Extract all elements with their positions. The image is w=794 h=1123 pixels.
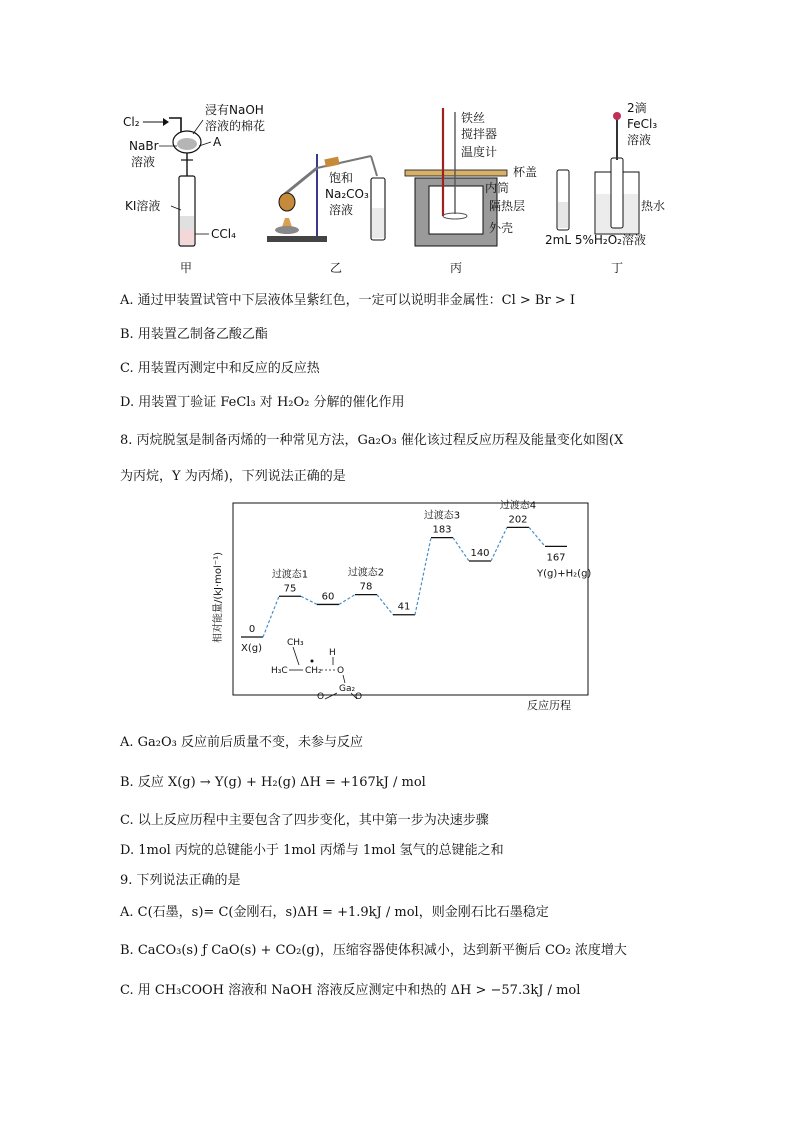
energy-value-label: 167 [546, 552, 566, 564]
structure-label-4: H [329, 648, 336, 658]
label-ding-2: FeCl₃ [627, 117, 658, 131]
state-label: 过渡态1 [271, 569, 309, 581]
label-bing-3: 温度计 [461, 145, 498, 159]
label-nabr-2: 溶液 [131, 155, 156, 169]
adsorbed-structure-drawing [271, 638, 362, 702]
label-bing-2: 搅拌器 [461, 127, 498, 141]
label-ding-5: 2mL 5%H₂O₂溶液 [545, 233, 646, 247]
caption-jia: 甲 [180, 261, 193, 275]
energy-value-label: 0 [248, 624, 256, 635]
apparatus-ding [545, 101, 665, 275]
energy-value-label: 78 [359, 581, 373, 593]
label-sat-1: 饱和 [329, 171, 354, 185]
q8-option-d: D. 1mol 丙烷的总键能小于 1mol 丙烯与 1mol 氢气的总键能之和 [120, 843, 504, 858]
energy-value-label: 41 [397, 601, 411, 613]
state-label: 过渡态3 [423, 510, 461, 522]
chart-xlabel: 反应历程 [527, 699, 571, 712]
energy-connector [377, 595, 393, 615]
q7-option-c: C. 用装置丙测定中和反应的反应热 [120, 361, 320, 376]
q8-option-c: C. 以上反应历程中主要包含了四步变化，其中第一步为决速步骤 [120, 813, 489, 828]
state-label: Y(g)+H₂(g) [537, 568, 592, 580]
q8-stem-line2: 为丙烷，Y 为丙烯)，下列说法正确的是 [120, 469, 346, 484]
energy-profile-chart [205, 495, 600, 715]
q7-option-a: A. 通过甲装置试管中下层液体呈紫红色，一定可以说明非金属性：Cl > Br > I [120, 293, 575, 308]
label-cl2: Cl₂ [123, 115, 140, 129]
label-bing-5: 内筒 [485, 181, 510, 195]
energy-connector [301, 596, 317, 604]
energy-value-label: 140 [470, 548, 490, 559]
q9-option-c: C. 用 CH₃COOH 溶液和 NaOH 溶液反应测定中和热的 ΔH > −57.3kJ / mol [120, 983, 581, 998]
energy-connector [339, 595, 355, 605]
label-ding-4: 热水 [641, 199, 666, 213]
label-ding-1: 2滴 [627, 101, 647, 115]
structure-label-5: O [337, 666, 345, 676]
chart-ylabel: 相对能量/(kJ·mol⁻¹) [213, 551, 224, 643]
label-nabr-1: NaBr [129, 139, 159, 153]
energy-value-label: 183 [432, 524, 452, 536]
q9-option-b: B. CaCO₃(s) ƒ CaO(s) + CO₂(g)，压缩容器使体积减小，达到新平衡后 CO₂ 浓度增大 [120, 943, 627, 958]
apparatus-bing [405, 108, 537, 275]
structure-label-7: O [317, 692, 325, 702]
apparatus-figure [115, 98, 695, 283]
energy-connector [529, 527, 545, 546]
label-a: A [213, 135, 222, 149]
label-sat-3: 溶液 [329, 203, 354, 217]
apparatus-jia [123, 103, 265, 275]
energy-connector [453, 538, 469, 561]
q9-option-a: A. C(石墨，s)= C(金刚石，s)ΔH = +1.9kJ / mol，则金刚石比石墨稳定 [120, 905, 549, 920]
energy-value-label: 75 [283, 583, 297, 595]
q7-option-d: D. 用装置丁验证 FeCl₃ 对 H₂O₂ 分解的催化作用 [120, 395, 405, 410]
label-ki: KI溶液 [125, 199, 161, 213]
energy-connector [263, 596, 279, 637]
q8-option-b: B. 反应 X(g) → Y(g) + H₂(g) ΔH = +167kJ / mol [120, 775, 426, 790]
label-bing-4: 杯盖 [513, 165, 538, 179]
state-label: 过渡态2 [347, 567, 385, 579]
state-label: X(g) [241, 643, 263, 654]
energy-value-label: 202 [508, 514, 528, 526]
apparatus-yi [267, 154, 385, 275]
structure-label-1: CH₃ [287, 638, 304, 648]
state-label: 过渡态4 [499, 500, 537, 512]
energy-connector [415, 538, 431, 615]
q8-option-a: A. Ga₂O₃ 反应前后质量不变，未参与反应 [120, 735, 364, 750]
label-cotton-1: 浸有NaOH [205, 103, 264, 117]
structure-label-8: O [355, 692, 363, 702]
q9-stem: 9. 下列说法正确的是 [120, 873, 241, 888]
label-ccl4: CCl₄ [211, 227, 236, 241]
label-bing-6: 隔热层 [489, 199, 526, 213]
label-bing-1: 铁丝 [461, 111, 486, 125]
label-bing-7: 外壳 [489, 221, 514, 235]
label-sat-2: Na₂CO₃ [325, 187, 369, 201]
label-cotton-2: 溶液的棉花 [205, 119, 266, 133]
caption-yi: 乙 [330, 261, 343, 275]
caption-ding: 丁 [611, 261, 624, 275]
chart-marks [241, 498, 591, 654]
energy-value-label: 60 [321, 591, 335, 603]
label-ding-3: 溶液 [627, 133, 652, 147]
structure-label-2: H₃C [271, 666, 288, 676]
energy-connector [491, 527, 507, 561]
q8-stem-line1: 8. 丙烷脱氢是制备丙烯的一种常见方法，Ga₂O₃ 催化该过程反应历程及能量变化如图(X [120, 433, 624, 448]
structure-label-3: CH₂ [305, 666, 322, 676]
caption-bing: 丙 [450, 261, 463, 275]
q7-option-b: B. 用装置乙制备乙酸乙酯 [120, 327, 268, 342]
structure-label-6: Ga₂ [339, 684, 356, 694]
